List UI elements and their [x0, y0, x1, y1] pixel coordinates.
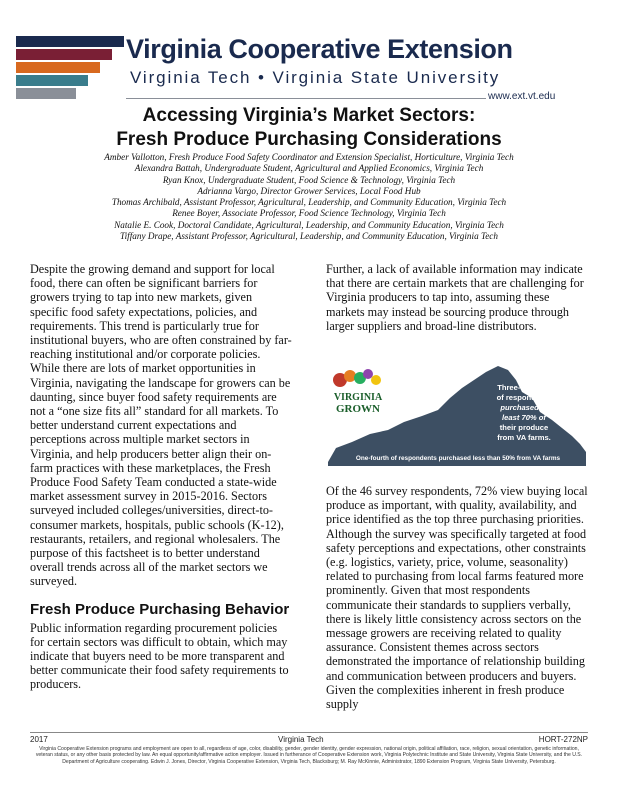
right-column-bottom: [326, 484, 588, 711]
callout-line: Three-quarters: [497, 383, 551, 392]
author-line: Renee Boyer, Associate Professor, Food Science Technology, Virginia Tech: [172, 208, 446, 219]
information-paragraph: Further, a lack of available information may indicate that there are certain markets that are challenging for Virginia producers to tap into, assuming these markets may instead be sourcing produce through larger suppliers and broad-line distributors.: [326, 262, 584, 333]
callout-line: least 70% of: [502, 413, 546, 422]
left-column: [30, 262, 292, 692]
footer-disclaimer: Virginia Cooperative Extension programs and employment are open to all, regardless of age, color, disability, gender, gender identity, gender expression, national origin, political affiliation, race, religion, sexual orientation, genetic information, veteran status, or any other basis protected by law. An equal opportunity/affirmative action employer. Issued in furtherance of Cooperative Extension work, Virginia Polytechnic Institute and State University, Virginia State University, and the U.S. Department of Agriculture cooperating. Edwin J. Jones, Director, Virginia Cooperative Extension, Virginia Tech, Blacksburg; M. Ray McKinnie, Administrator, 1890 Extension Program, Virginia State University, Petersburg.: [35, 746, 583, 765]
author-line: Adrianna Vargo, Director Grower Services, Local Food Hub: [197, 185, 421, 196]
grape-icon: [363, 369, 373, 379]
virginia-grown-logo: [333, 369, 383, 415]
author-line: Natalie E. Cook, Doctoral Candidate, Agricultural, Leadership, and Community Education, Virginia Tech: [114, 219, 504, 230]
procurement-paragraph: Public information regarding procurement policies for certain sectors was difficult to obtain, which may indicate that buyers need to be more transparent and better communicate their food safety requirements to producers.: [30, 620, 289, 692]
virginia-map-infographic: [326, 362, 588, 468]
corn-icon: [371, 375, 381, 385]
title-line-2: Fresh Produce Purchasing Considerations: [116, 129, 502, 150]
map-caption: One-fourth of respondents purchased less than 50% from VA farms: [355, 455, 561, 462]
brand-subtitle: Virginia Tech • Virginia State University: [130, 68, 501, 87]
brand-title: Virginia Cooperative Extension: [126, 34, 513, 64]
footer-institution: Virginia Tech: [278, 735, 324, 744]
author-line: Thomas Archibald, Assistant Professor, Agricultural, Leadership, and Community Education, Virginia Tech: [111, 197, 507, 208]
callout-line: from VA farms.: [497, 433, 551, 442]
pumpkin-icon: [344, 370, 356, 382]
callout-line: their produce: [499, 423, 549, 432]
footer-publication-code: HORT-272NP: [538, 735, 588, 744]
document-title: [0, 104, 618, 152]
website-url[interactable]: www.ext.vt.edu: [488, 91, 556, 102]
author-line: Ryan Knox, Undergraduate Student, Food Science & Technology, Virginia Tech: [162, 174, 456, 185]
author-line: Amber Vallotton, Fresh Produce Food Safety Coordinator and Extension Specialist, Horticulture, Virginia Tech: [104, 152, 514, 162]
footer-divider: [30, 732, 588, 733]
vce-logo-mark: [16, 36, 124, 100]
survey-results-paragraph: Of the 46 survey respondents, 72% view buying local produce as important, with quality, availability, and price identified as the top three purchasing priorities. Although the survey was specifically targeted at food safety perceptions and expectations, other constraints (e.g. logistics, variety, price, volume, seasonality) related to purchasing from local farms featured more prominently. Given that most respondents communicate their standards to suppliers verbally, there is likely little consistency across sectors on the message growers are receiving related to quality assurance. Consistent themes across sectors demonstrated the importance of relationship building and communication between producers and buyers. Given the complexities inherent in fresh produce supply: [326, 484, 588, 712]
author-list: [20, 152, 598, 242]
callout-line: of respondents: [496, 393, 552, 402]
title-line-1: Accessing Virginia’s Market Sectors:: [142, 105, 476, 126]
virginia-map-shape: [328, 366, 586, 466]
intro-paragraph: Despite the growing demand and support for local food, there can often be significant barriers for growers trying to tap into new markets, given specific food safety expectations, policies, and requirements. This trend is particularly true for institutional buyers, who are often constrained by far-reaching institutional and/or corporate policies. While there are lots of market opportunities in Virginia, navigating the landscape for growers can be daunting, since buyer food safety requirements are not a “one size fits all” standard for all markets. To better understand current expectations and perceptions across multiple market sectors in Virginia, and help producers better align their on-farm practices with these marketplaces, the Fresh Produce Food Safety Team conducted a state-wide market assessment survey in 2015-2016. Sectors surveyed included colleges/universities, direct-to-consumer markets, hospitals, public schools (K-12), restaurants, retailers, and regional wholesalers. The purpose of this factsheet is to better understand overall trends across all of the market sectors we surveyed.: [30, 262, 292, 589]
header-divider: [126, 98, 486, 99]
author-line: Tiffany Drape, Assistant Professor, Agricultural, Leadership, and Community Education, Virginia Tech: [120, 231, 498, 242]
callout-line: purchased at: [500, 403, 548, 412]
right-column-top: [326, 262, 588, 333]
logo-text-grown: GROWN: [336, 403, 380, 415]
author-line: Alexandra Battah, Undergraduate Student, Agricultural and Applied Economics, Virginia Tech: [134, 163, 484, 174]
section-heading: Fresh Produce Purchasing Behavior: [30, 600, 290, 618]
footer-year: 2017: [30, 735, 48, 744]
logo-text-virginia: VIRGINIA: [333, 392, 383, 403]
